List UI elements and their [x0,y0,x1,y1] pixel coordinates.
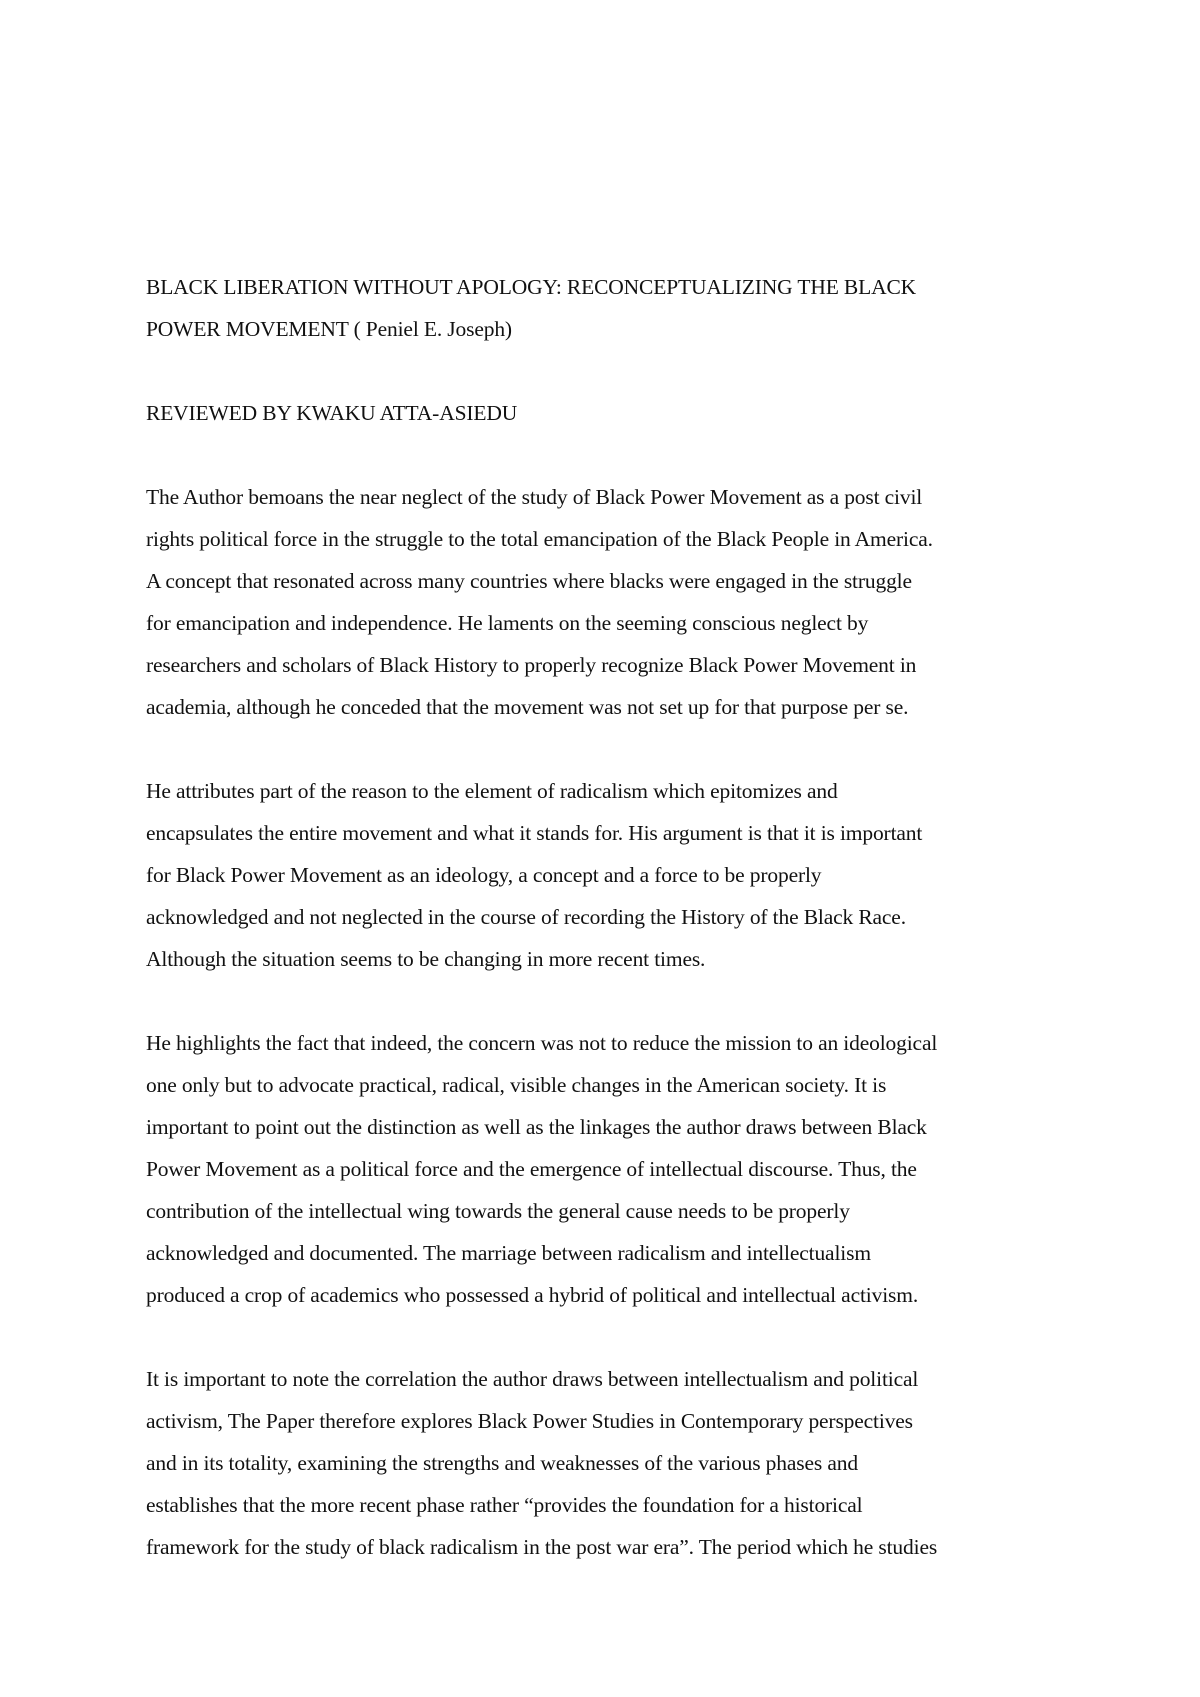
text-line: important to point out the distinction as well as the linkages the author draws between Black [146,1115,927,1139]
text-line: one only but to advocate practical, radical, visible changes in the American society. It is [146,1073,887,1097]
text-line: It is important to note the correlation the author draws between intellectualism and political [146,1367,919,1391]
paragraph-2 [146,770,1066,980]
text-line: for emancipation and independence. He laments on the seeming conscious neglect by [146,611,869,635]
spacer [146,1316,1066,1358]
document-body [146,266,1066,1568]
text-line: researchers and scholars of Black History to properly recognize Black Power Movement in [146,653,917,677]
text-line: He highlights the fact that indeed, the concern was not to reduce the mission to an ideological [146,1031,938,1055]
text-line: for Black Power Movement as an ideology, a concept and a force to be properly [146,863,822,887]
text-line: Power Movement as a political force and the emergence of intellectual discourse. Thus, the [146,1157,917,1181]
text-line: and in its totality, examining the strengths and weaknesses of the various phases and [146,1451,858,1475]
text-line: academia, although he conceded that the movement was not set up for that purpose per se. [146,695,909,719]
text-line: A concept that resonated across many countries where blacks were engaged in the struggle [146,569,912,593]
spacer [146,728,1066,770]
text-line: acknowledged and documented. The marriage between radicalism and intellectualism [146,1241,871,1265]
paragraph-4 [146,1358,1066,1568]
spacer [146,980,1066,1022]
text-line: contribution of the intellectual wing towards the general cause needs to be properly [146,1199,850,1223]
reviewer-line [146,392,1066,434]
text-line: produced a crop of academics who possessed a hybrid of political and intellectual activism. [146,1283,919,1307]
text-line: The Author bemoans the near neglect of the study of Black Power Movement as a post civil [146,485,923,509]
paragraph-1 [146,476,1066,728]
spacer [146,350,1066,392]
paragraph-3 [146,1022,1066,1316]
text-line: establishes that the more recent phase rather “provides the foundation for a historical [146,1493,863,1517]
text-line: encapsulates the entire movement and what it stands for. His argument is that it is important [146,821,923,845]
title-line: BLACK LIBERATION WITHOUT APOLOGY: RECONCEPTUALIZING THE BLACK [146,275,917,299]
document-title [146,266,1066,350]
text-line: Although the situation seems to be changing in more recent times. [146,947,706,971]
text-line: activism, The Paper therefore explores Black Power Studies in Contemporary perspectives [146,1409,913,1433]
text-line: rights political force in the struggle to the total emancipation of the Black People in America. [146,527,933,551]
reviewer-text: REVIEWED BY KWAKU ATTA-ASIEDU [146,401,518,425]
title-line: POWER MOVEMENT ( Peniel E. Joseph) [146,317,512,341]
text-line: He attributes part of the reason to the element of radicalism which epitomizes and [146,779,838,803]
text-line: acknowledged and not neglected in the course of recording the History of the Black Race. [146,905,906,929]
text-line: framework for the study of black radicalism in the post war era”. The period which he studies [146,1535,938,1559]
spacer [146,434,1066,476]
